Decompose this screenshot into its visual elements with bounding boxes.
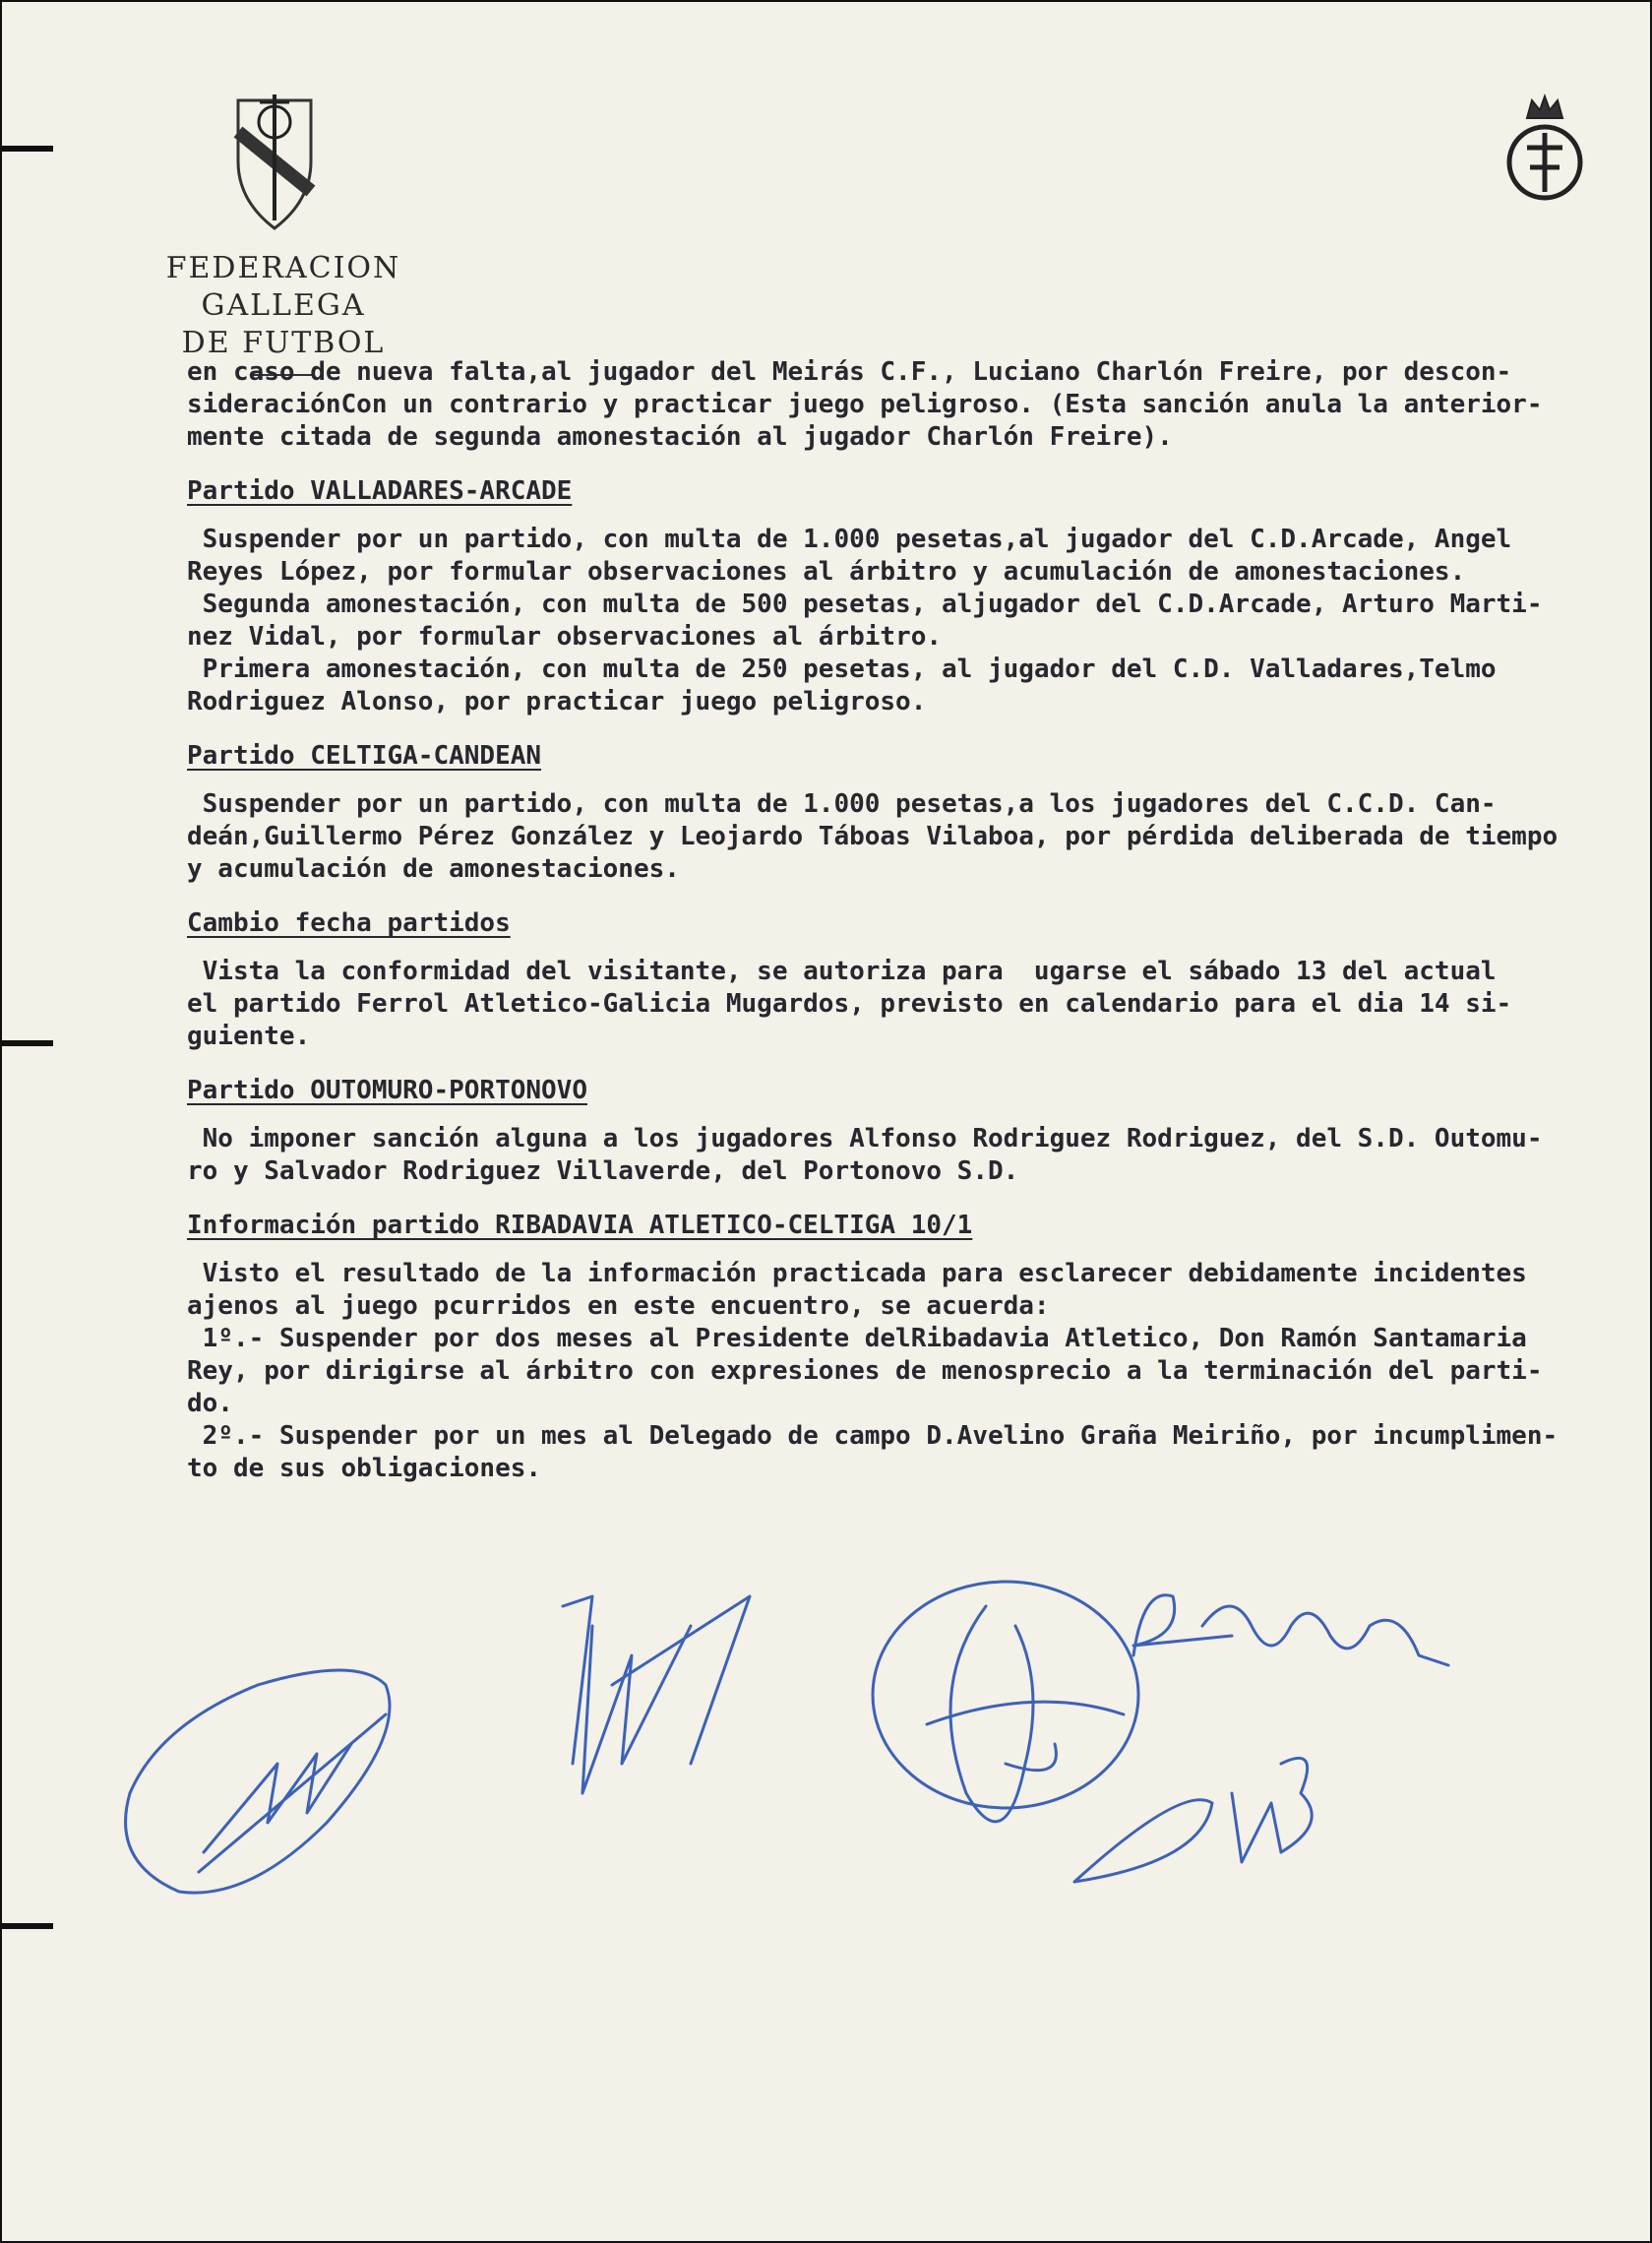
document-body [187,356,1633,1485]
text-line: nez Vidal, por formular observaciones al árbitro. [187,622,943,652]
text-line: 2º.- Suspender por un mes al Delegado de campo D.Avelino Graña Meiriño, por incumplimen- [187,1421,1559,1451]
crown-seal-logo [1502,89,1587,207]
handwritten-initials-5 [1074,1758,1312,1882]
text-line: 1º.- Suspender por dos meses al Presidente delRibadavia Atletico, Don Ramón Santamaria [187,1324,1527,1353]
text-line: No imponer sanción alguna a los jugadores Alfonso Rodriguez Rodriguez, del S.D. Outomu- [187,1124,1543,1153]
text-line: Reyes López, por formular observaciones al árbitro y acumulación de amonestaciones. [187,557,1466,587]
text-line: Suspender por un partido, con multa de 1.000 pesetas,al jugador del C.D.Arcade, Angel [187,525,1512,554]
section-heading: Partido OUTOMURO-PORTONOVO [187,1076,587,1105]
federacion-shield-logo [230,93,319,232]
text-line: Rey, por dirigirse al árbitro con expresiones de menosprecio a la terminación del parti- [187,1356,1543,1386]
text-line: guiente. [187,1022,311,1051]
text-line: Vista la conformidad del visitante, se autoriza para ugarse el sábado 13 del actual [187,957,1497,986]
section-heading: Información partido RIBADAVIA ATLETICO-CELTIGA 10/1 [187,1211,973,1240]
text-line: mente citada de segunda amonestación al jugador Charlón Freire). [187,422,1173,452]
section-heading: Partido VALLADARES-ARCADE [187,476,573,506]
text-line: en caso de nueva falta,al jugador del Meirás C.F., Luciano Charlón Freire, por descon- [187,357,1512,387]
binder-mark [2,146,53,152]
handwritten-signature-2 [563,1596,750,1793]
text-line: to de sus obligaciones. [187,1454,542,1483]
text-line: sideraciónCon un contrario y practicar juego peligroso. (Esta sanción anula la anterior- [187,390,1543,419]
text-line: el partido Ferrol Atletico-Galicia Mugardos, previsto en calendario para el dia 14 si- [187,989,1512,1019]
text-line: do. [187,1389,233,1418]
binder-mark [2,1040,53,1046]
text-line: Suspender por un partido, con multa de 1.000 pesetas,a los jugadores del C.C.D. Can- [187,789,1497,819]
text-line: y acumulación de amonestaciones. [187,854,680,884]
section-heading: Cambio fecha partidos [187,908,511,938]
text-line: Segunda amonestación, con multa de 500 pesetas, aljugador del C.D.Arcade, Arturo Marti- [187,590,1543,619]
text-line: Visto el resultado de la información practicada para esclarecer debidamente incidentes [187,1259,1527,1288]
text-line: Primera amonestación, con multa de 250 pesetas, al jugador del C.D. Valladares,Telmo [187,654,1497,684]
circular-seal-signature [873,1582,1138,1822]
text-line: Rodriguez Alonso, por practicar juego peligroso. [187,687,927,717]
text-line: ajenos al juego pcurridos en este encuentro, se acuerda: [187,1291,1050,1321]
letterhead-line-1: FEDERACION GALLEGA [165,251,401,323]
signatures-area [2,1567,1652,1941]
section-heading: Partido CELTIGA-CANDEAN [187,741,542,771]
handwritten-signature-1 [126,1670,390,1893]
text-line: ro y Salvador Rodriguez Villaverde, del Portonovo S.D. [187,1156,1019,1186]
letterhead-line-2: DE FUTBOL [181,326,386,360]
text-line: deán,Guillermo Pérez González y Leojardo Táboas Vilaboa, por pérdida deliberada de tiempo [187,822,1559,851]
handwritten-signature-4 [1133,1595,1448,1665]
